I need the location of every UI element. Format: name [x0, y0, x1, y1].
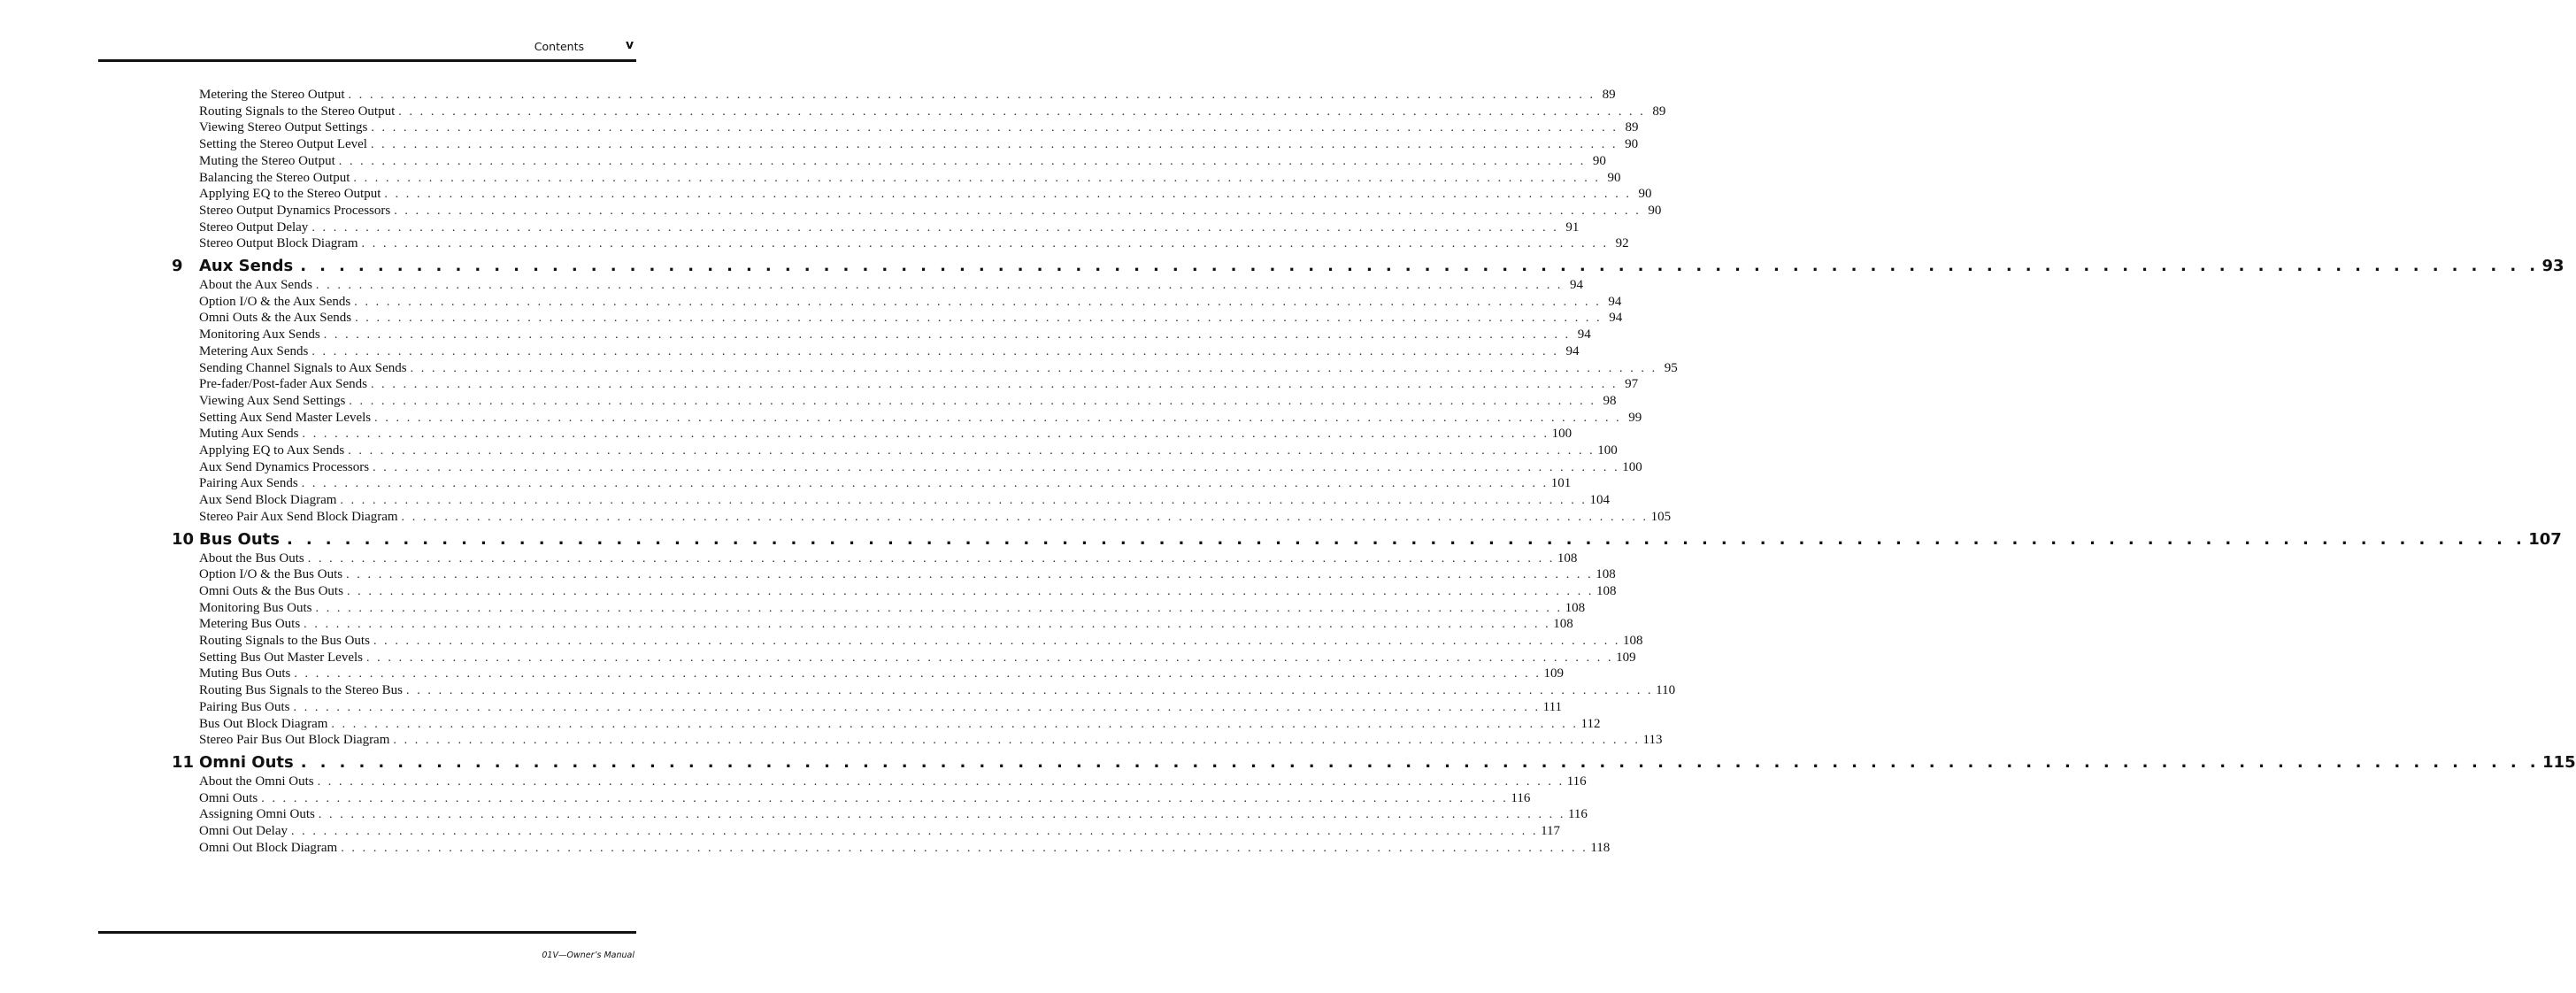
chapter-page: 93 — [2541, 257, 2564, 275]
dot-leader: . . . . . . . . . . . . . . . . . . . . . . . . . . . . . . . . . . . . . . . . . . . . . . . . . . . . . . . . . . . . . . . . . . . . . . . . . . . . . . . . . . . . . . . . . . . . . . . . . . . . . . . . . . . . . . . . . . . . — [304, 618, 1551, 632]
toc-entry-page: 108 — [1565, 600, 1586, 615]
toc-entry-title: Metering Bus Outs — [199, 617, 301, 632]
toc-entry-page: 108 — [1553, 617, 1573, 632]
dot-leader: . . . . . . . . . . . . . . . . . . . . . . . . . . . . . . . . . . . . . . . . . . . . . . . . . . . . . . . . . . . . . . . . . . . . . . . . . . . . . . . . . . . . . . . . . . . . . . . . . . . . . . . . . . . . . . . . . . . . — [294, 667, 1542, 681]
toc-entry-page: 89 — [1602, 88, 1616, 102]
toc-entry[interactable] — [199, 475, 1572, 492]
dot-leader: . . . . . . . . . . . . . . . . . . . . . . . . . . . . . . . . . . . . . . . . . . . . . . . . . . . . . . . . . . . . . . . . . . . . . . . . . . . . . . . . . . . . . . . . . . . . . . . . . . . . . . . . . . . . . . . . . . . . — [293, 700, 1541, 714]
page-numeral: v — [626, 38, 634, 52]
dot-leader: . . . . . . . . . . . . . . . . . . . . . . . . . . . . . . . . . . . . . . . . . . . . . . . . . . . . . . . . . . . . . . . . . . . . . . . . . . . . . . . . . . . . . . . . . . . . . . . . . . . . . . . . . . . . . . . . . . . . — [311, 344, 1559, 358]
toc-entry[interactable] — [199, 550, 1578, 567]
toc-entry[interactable] — [199, 682, 1676, 699]
toc-entry-title: Bus Out Block Diagram — [199, 716, 328, 731]
dot-leader: . . . . . . . . . . . . . . . . . . . . . . . . . . . . . . . . . . . . . . . . . . . . . . . . . . . . . . . . . . . . . . . . . . . . . . . . . . . . . . . . . . . . . . . . . . . . . . . . . . . . . . . . . . . . . . . . . . . . — [348, 89, 1596, 102]
toc-entry-title: Applying EQ to Aux Sends — [199, 443, 345, 458]
toc-entry-page: 89 — [1652, 104, 1666, 119]
toc-entry-title: Muting the Stereo Output — [199, 153, 335, 168]
toc-entry-page: 108 — [1557, 550, 1578, 566]
toc-entry-title: Omni Outs & the Bus Outs — [199, 583, 343, 598]
toc-entry-page: 90 — [1638, 187, 1652, 202]
toc-entry-title: Stereo Output Block Diagram — [199, 236, 358, 251]
chapter-heading[interactable] — [172, 529, 2562, 550]
header-rule — [98, 59, 636, 62]
toc-entry-page: 100 — [1597, 443, 1618, 458]
dot-leader: . . . . . . . . . . . . . . . . . . . . . . . . . . . . . . . . . . . . . . . . . . . . . . . . . . . . . . . . . . . . . . . . . . . . . . . . . . . . . . . . . . . . . . . . . . . . . . . . . . . . . . . . . . . . . . . . . . . . — [374, 411, 1622, 425]
dot-leader: . . . . . . . . . . . . . . . . . . . . . . . . . . . . . . . . . . . . . . . . . . . . . . . . . . . . . . . . . . . . . . . . . . . . . . . . . . . . . . . . . . . . . . . . . . . . . . . . . . . . . . . . . . . . . . . . . . . . — [261, 791, 1509, 805]
dot-leader: . . . . . . . . . . . . . . . . . . . . . . . . . . . . . . . . . . . . . . . . . . . . . . . . . . . . . . . . . . . . . . . . . . . . . . . . . . . . . . . . . . . . . . . . . . . . . . . . . . . . . . . . . . . . . . . . . . . . — [361, 237, 1609, 251]
toc-entry-title: Applying EQ to the Stereo Output — [199, 187, 381, 202]
toc-entry-page: 94 — [1565, 343, 1580, 358]
dot-leader: . . . . . . . . . . . . . . . . . . . . . . . . . . . . . . . . . . . . . . . . . . . . . . . . . . . . . . . . . . . . . . . . . . . . . . . . . . . . . . . . . . . . . . . . . . . . . . . . . . . . . . . . . . . . . . . . . . . . — [331, 717, 1579, 731]
toc-entry[interactable] — [199, 774, 1587, 790]
dot-leader: . . . . . . . . . . . . . . . . . . . . . . . . . . . . . . . . . . . . . . . . . . . . . . . . . . . . . . . . . . . . . . . . . . . . . . . . . . . . . . . . . . . . . . . . . . . . . . . . . . . . . . . . . . . . . . . . . . . . — [349, 394, 1596, 408]
chapter-number: 9 — [172, 257, 183, 275]
toc-entry-page: 89 — [1625, 120, 1639, 135]
toc-entry[interactable] — [199, 732, 1663, 749]
dot-leader: . . . . . . . . . . . . . . . . . . . . . . . . . . . . . . . . . . . . . . . . . . . . . . . . . . . . . . . . . . . . . . . . . . . . . . . . . . . . . . . . . . . . . . . . . . . . . . . . . . . . . . . . . . . . . . . . . . . . — [355, 312, 1603, 326]
toc-entry[interactable] — [199, 633, 1643, 650]
dot-leader: . . . . . . . . . . . . . . . . . . . . . . . . . . . . . . . . . . . . . . . . . . . . . . . . . . . . . . . . . . . . . . . . . . . . . . . . . . . . . . . . . . . . . . . . . . . . . . . . . . . . . . . . . . . . . . . . . . . . — [318, 808, 1565, 822]
toc-entry-title: Monitoring Aux Sends — [199, 327, 320, 343]
dot-leader: . . . . . . . . . . . . . . . . . . . . . . . . . . . . . . . . . . . . . . . . . . . . . . . . . . . . . . . . . . . . . . . . . . . . . . . . . . . . . . . . . . . . . . . . . . . . . . . . . . . . . . . . . . . . . . . . . . . . — [370, 138, 1619, 152]
dot-leader: . . . . . . . . . . . . . . . . . . . . . . . . . . . . . . . . . . . . . . . . . . . . . . . . . . . . . . . . . . . . . . . . . . . . . . . . . . . . . . . . . . . . . . . . . . . . . . . . . . . . . . . . . . . . . . . . . . . . — [371, 121, 1619, 135]
dot-leader: . . . . . . . . . . . . . . . . . . . . . . . . . . . . . . . . . . . . . . . . . . . . . . . . . . . . . . . . . . . . . . . . . . . . . . . . . . . . . . . . . . . . . . . . . . . . . . . . . . . . . . . . . . . . . . . . . . . . — [300, 752, 2541, 772]
toc-entry[interactable] — [199, 699, 1563, 716]
toc-entry-title: Stereo Pair Bus Out Block Diagram — [199, 733, 390, 748]
dot-leader: . . . . . . . . . . . . . . . . . . . . . . . . . . . . . . . . . . . . . . . . . . . . . . . . . . . . . . . . . . . . . . . . . . . . . . . . . . . . . . . . . . . . . . . . . . . . . . . . . . . . . . . . . . . . . . . . . . . . — [373, 635, 1621, 648]
chapter-title: Aux Sends — [199, 257, 294, 275]
toc-entry-page: 90 — [1625, 137, 1639, 152]
toc-entry[interactable] — [199, 277, 1584, 294]
dot-leader: . . . . . . . . . . . . . . . . . . . . . . . . . . . . . . . . . . . . . . . . . . . . . . . . . . . . . . . . . . . . . . . . . . . . . . . . . . . . . . . . . . . . . . . . . . . . . . . . . . . . . . . . . . . . . . . . . . . . — [286, 529, 2526, 549]
dot-leader: . . . . . . . . . . . . . . . . . . . . . . . . . . . . . . . . . . . . . . . . . . . . . . . . . . . . . . . . . . . . . . . . . . . . . . . . . . . . . . . . . . . . . . . . . . . . . . . . . . . . . . . . . . . . . . . . . . . . — [317, 774, 1565, 789]
toc-entry[interactable] — [199, 616, 1573, 633]
toc-entry-page: 94 — [1577, 327, 1591, 343]
toc-entry[interactable] — [199, 443, 1618, 459]
toc-entry[interactable] — [199, 650, 1636, 666]
toc-entry[interactable] — [199, 459, 1642, 476]
toc-entry-title: Pairing Aux Sends — [199, 476, 298, 491]
toc-entry[interactable] — [199, 806, 1588, 823]
toc-entry-title: Omni Out Delay — [199, 824, 288, 838]
chapter-page: 107 — [2528, 529, 2562, 549]
toc-entry-page: 117 — [1541, 824, 1561, 838]
toc-entry-page: 91 — [1565, 219, 1580, 235]
toc-entry[interactable] — [199, 426, 1573, 443]
dot-leader: . . . . . . . . . . . . . . . . . . . . . . . . . . . . . . . . . . . . . . . . . . . . . . . . . . . . . . . . . . . . . . . . . . . . . . . . . . . . . . . . . . . . . . . . . . . . . . . . . . . . . . . . . . . . . . . . . . . . — [307, 551, 1555, 566]
toc-entry-page: 94 — [1609, 311, 1623, 326]
dot-leader: . . . . . . . . . . . . . . . . . . . . . . . . . . . . . . . . . . . . . . . . . . . . . . . . . . . . . . . . . . . . . . . . . . . . . . . . . . . . . . . . . . . . . . . . . . . . . . . . . . . . . . . . . . . . . . . . . . . . — [394, 204, 1642, 218]
toc-entry-title: Pairing Bus Outs — [199, 699, 290, 714]
dot-leader: . . . . . . . . . . . . . . . . . . . . . . . . . . . . . . . . . . . . . . . . . . . . . . . . . . . . . . . . . . . . . . . . . . . . . . . . . . . . . . . . . . . . . . . . . . . . . . . . . . . . . . . . . . . . . . . . . . . . — [323, 328, 1571, 343]
dot-leader: . . . . . . . . . . . . . . . . . . . . . . . . . . . . . . . . . . . . . . . . . . . . . . . . . . . . . . . . . . . . . . . . . . . . . . . . . . . . . . . . . . . . . . . . . . . . . . . . . . . . . . . . . . . . . . . . . . . . — [338, 154, 1586, 168]
dot-leader: . . . . . . . . . . . . . . . . . . . . . . . . . . . . . . . . . . . . . . . . . . . . . . . . . . . . . . . . . . . . . . . . . . . . . . . . . . . . . . . . . . . . . . . . . . . . . . . . . . . . . . . . . . . . . . . . . . . . — [300, 257, 2540, 275]
toc-entry-title: Stereo Pair Aux Send Block Diagram — [199, 509, 398, 524]
dot-leader: . . . . . . . . . . . . . . . . . . . . . . . . . . . . . . . . . . . . . . . . . . . . . . . . . . . . . . . . . . . . . . . . . . . . . . . . . . . . . . . . . . . . . . . . . . . . . . . . . . . . . . . . . . . . . . . . . . . . — [315, 279, 1564, 292]
toc-entry[interactable] — [199, 583, 1617, 600]
dot-leader: . . . . . . . . . . . . . . . . . . . . . . . . . . . . . . . . . . . . . . . . . . . . . . . . . . . . . . . . . . . . . . . . . . . . . . . . . . . . . . . . . . . . . . . . . . . . . . . . . . . . . . . . . . . . . . . . . . . . — [384, 188, 1632, 202]
toc-entry[interactable] — [199, 600, 1586, 617]
toc-entry-title: Option I/O & the Aux Sends — [199, 294, 351, 309]
toc-entry-page: 105 — [1650, 509, 1672, 524]
dot-leader: . . . . . . . . . . . . . . . . . . . . . . . . . . . . . . . . . . . . . . . . . . . . . . . . . . . . . . . . . . . . . . . . . . . . . . . . . . . . . . . . . . . . . . . . . . . . . . . . . . . . . . . . . . . . . . . . . . . . — [340, 494, 1588, 508]
dot-leader: . . . . . . . . . . . . . . . . . . . . . . . . . . . . . . . . . . . . . . . . . . . . . . . . . . . . . . . . . . . . . . . . . . . . . . . . . . . . . . . . . . . . . . . . . . . . . . . . . . . . . . . . . . . . . . . . . . . . — [354, 295, 1602, 309]
toc-entry-page: 109 — [1616, 650, 1636, 665]
toc-entry[interactable] — [199, 153, 1606, 170]
toc-entry[interactable] — [199, 235, 1629, 252]
toc-entry-title: Stereo Output Dynamics Processors — [199, 203, 391, 218]
toc-entry-page: 108 — [1623, 634, 1643, 648]
dot-leader: . . . . . . . . . . . . . . . . . . . . . . . . . . . . . . . . . . . . . . . . . . . . . . . . . . . . . . . . . . . . . . . . . . . . . . . . . . . . . . . . . . . . . . . . . . . . . . . . . . . . . . . . . . . . . . . . . . . . — [301, 477, 1549, 491]
toc-entry[interactable] — [199, 294, 1622, 311]
chapter-heading[interactable] — [172, 256, 2564, 277]
toc-entry[interactable] — [199, 566, 1616, 583]
toc-entry-title: Muting Bus Outs — [199, 666, 291, 681]
toc-entry-page: 100 — [1622, 459, 1642, 474]
toc-entry-title: Routing Signals to the Stereo Output — [199, 104, 396, 119]
toc-entry[interactable] — [199, 119, 1639, 136]
toc-entry-page: 90 — [1592, 153, 1606, 168]
dot-leader: . . . . . . . . . . . . . . . . . . . . . . . . . . . . . . . . . . . . . . . . . . . . . . . . . . . . . . . . . . . . . . . . . . . . . . . . . . . . . . . . . . . . . . . . . . . . . . . . . . . . . . . . . . . . . . . . . . . . — [410, 361, 1657, 375]
dot-leader: . . . . . . . . . . . . . . . . . . . . . . . . . . . . . . . . . . . . . . . . . . . . . . . . . . . . . . . . . . . . . . . . . . . . . . . . . . . . . . . . . . . . . . . . . . . . . . . . . . . . . . . . . . . . . . . . . . . . — [346, 568, 1594, 582]
dot-leader: . . . . . . . . . . . . . . . . . . . . . . . . . . . . . . . . . . . . . . . . . . . . . . . . . . . . . . . . . . . . . . . . . . . . . . . . . . . . . . . . . . . . . . . . . . . . . . . . . . . . . . . . . . . . . . . . . . . . — [353, 171, 1601, 185]
toc-entry-title: Omni Outs & the Aux Sends — [199, 311, 352, 326]
toc-entry-title: Metering Aux Sends — [199, 343, 309, 358]
toc-entry-title: Muting Aux Sends — [199, 427, 299, 442]
toc-entry[interactable] — [199, 376, 1639, 393]
toc-entry-title: Monitoring Bus Outs — [199, 600, 312, 615]
toc-entry-page: 116 — [1567, 807, 1588, 822]
toc-entry-title: Omni Outs — [199, 790, 258, 805]
toc-entry[interactable] — [199, 410, 1642, 427]
dot-leader: . . . . . . . . . . . . . . . . . . . . . . . . . . . . . . . . . . . . . . . . . . . . . . . . . . . . . . . . . . . . . . . . . . . . . . . . . . . . . . . . . . . . . . . . . . . . . . . . . . . . . . . . . . . . . . . . . . . . — [302, 427, 1549, 442]
toc-entry[interactable] — [199, 104, 1666, 120]
chapter-heading[interactable] — [172, 752, 2576, 774]
toc-entry-page: 118 — [1590, 840, 1611, 855]
footer-rule — [98, 931, 636, 934]
toc-entry[interactable] — [199, 219, 1580, 236]
toc-entry-page: 94 — [1570, 278, 1584, 292]
toc-entry[interactable] — [199, 87, 1616, 104]
dot-leader: . . . . . . . . . . . . . . . . . . . . . . . . . . . . . . . . . . . . . . . . . . . . . . . . . . . . . . . . . . . . . . . . . . . . . . . . . . . . . . . . . . . . . . . . . . . . . . . . . . . . . . . . . . . . . . . . . . . . — [341, 841, 1588, 855]
toc-entry-title: Pre-fader/Post-fader Aux Sends — [199, 377, 367, 392]
toc-entry[interactable] — [199, 666, 1564, 682]
toc-entry-title: Setting the Stereo Output Level — [199, 137, 367, 152]
toc-entry-title: Setting Bus Out Master Levels — [199, 650, 363, 665]
dot-leader: . . . . . . . . . . . . . . . . . . . . . . . . . . . . . . . . . . . . . . . . . . . . . . . . . . . . . . . . . . . . . . . . . . . . . . . . . . . . . . . . . . . . . . . . . . . . . . . . . . . . . . . . . . . . . . . . . . . . — [348, 444, 1596, 458]
toc-entry[interactable] — [199, 823, 1561, 840]
toc-entry-title: Aux Send Dynamics Processors — [199, 459, 370, 474]
toc-entry-page: 95 — [1664, 360, 1678, 375]
toc-entry-title: Routing Signals to the Bus Outs — [199, 634, 370, 648]
manual-footer: 01V—Owner’s Manual — [542, 951, 634, 960]
toc-entry-page: 90 — [1607, 170, 1621, 185]
toc-entry[interactable] — [199, 509, 1672, 526]
toc-entry-title: Aux Send Block Diagram — [199, 493, 337, 508]
dot-leader: . . . . . . . . . . . . . . . . . . . . . . . . . . . . . . . . . . . . . . . . . . . . . . . . . . . . . . . . . . . . . . . . . . . . . . . . . . . . . . . . . . . . . . . . . . . . . . . . . . . . . . . . . . . . . . . . . . . . — [393, 734, 1641, 748]
toc-entry-title: About the Bus Outs — [199, 550, 304, 566]
toc-entry-title: Assigning Omni Outs — [199, 807, 315, 822]
dot-leader: . . . . . . . . . . . . . . . . . . . . . . . . . . . . . . . . . . . . . . . . . . . . . . . . . . . . . . . . . . . . . . . . . . . . . . . . . . . . . . . . . . . . . . . . . . . . . . . . . . . . . . . . . . . . . . . . . . . . — [406, 684, 1654, 698]
toc-entry[interactable] — [199, 360, 1678, 377]
toc-entry-page: 98 — [1603, 393, 1617, 408]
chapter-title: Bus Outs — [199, 529, 280, 549]
toc-entry[interactable] — [199, 393, 1617, 410]
toc-entry[interactable] — [199, 492, 1610, 509]
dot-leader: . . . . . . . . . . . . . . . . . . . . . . . . . . . . . . . . . . . . . . . . . . . . . . . . . . . . . . . . . . . . . . . . . . . . . . . . . . . . . . . . . . . . . . . . . . . . . . . . . . . . . . . . . . . . . . . . . . . . — [370, 378, 1619, 392]
chapter-page: 115 — [2542, 752, 2576, 772]
toc-entry[interactable] — [199, 327, 1591, 343]
toc-entry-page: 113 — [1642, 733, 1663, 748]
dot-leader: . . . . . . . . . . . . . . . . . . . . . . . . . . . . . . . . . . . . . . . . . . . . . . . . . . . . . . . . . . . . . . . . . . . . . . . . . . . . . . . . . . . . . . . . . . . . . . . . . . . . . . . . . . . . . . . . . . . . — [398, 104, 1646, 119]
chapter-number: 10 — [172, 529, 195, 549]
running-header-label: Contents — [534, 40, 584, 53]
toc-entry-page: 92 — [1615, 236, 1629, 251]
toc-entry-title: Stereo Output Delay — [199, 219, 309, 235]
toc-entry-page: 116 — [1511, 790, 1531, 805]
toc-entry[interactable] — [199, 790, 1531, 807]
dot-leader: . . . . . . . . . . . . . . . . . . . . . . . . . . . . . . . . . . . . . . . . . . . . . . . . . . . . . . . . . . . . . . . . . . . . . . . . . . . . . . . . . . . . . . . . . . . . . . . . . . . . . . . . . . . . . . . . . . . . — [401, 510, 1649, 524]
toc-entry[interactable] — [199, 310, 1623, 327]
toc-entry[interactable] — [199, 716, 1601, 733]
chapter-number: 11 — [172, 752, 195, 772]
toc-entry[interactable] — [199, 186, 1652, 203]
toc-entry-title: Routing Bus Signals to the Stereo Bus — [199, 683, 404, 698]
toc-entry-title: Option I/O & the Bus Outs — [199, 567, 343, 582]
dot-leader: . . . . . . . . . . . . . . . . . . . . . . . . . . . . . . . . . . . . . . . . . . . . . . . . . . . . . . . . . . . . . . . . . . . . . . . . . . . . . . . . . . . . . . . . . . . . . . . . . . . . . . . . . . . . . . . . . . . . — [346, 584, 1595, 598]
toc-entry-page: 110 — [1656, 683, 1676, 698]
toc-entry[interactable] — [199, 840, 1611, 857]
dot-leader: . . . . . . . . . . . . . . . . . . . . . . . . . . . . . . . . . . . . . . . . . . . . . . . . . . . . . . . . . . . . . . . . . . . . . . . . . . . . . . . . . . . . . . . . . . . . . . . . . . . . . . . . . . . . . . . . . . . . — [290, 825, 1539, 838]
toc-entry-title: About the Aux Sends — [199, 278, 312, 292]
toc-entry-page: 99 — [1628, 410, 1642, 425]
toc-entry-page: 112 — [1580, 716, 1601, 731]
chapter-title: Omni Outs — [199, 752, 294, 772]
toc-entry-page: 97 — [1625, 377, 1639, 392]
toc-entry[interactable] — [199, 170, 1621, 187]
toc-entry-title: Balancing the Stereo Output — [199, 170, 350, 185]
toc-entry-page: 101 — [1550, 476, 1572, 491]
toc-entry-page: 108 — [1596, 567, 1616, 582]
toc-entry[interactable] — [199, 343, 1580, 360]
toc-entry-title: Metering the Stereo Output — [199, 88, 345, 102]
toc-entry-title: Viewing Stereo Output Settings — [199, 120, 368, 135]
toc-entry-page: 109 — [1543, 666, 1564, 681]
toc-entry-page: 116 — [1566, 774, 1587, 789]
toc-entry-page: 111 — [1542, 699, 1563, 714]
dot-leader: . . . . . . . . . . . . . . . . . . . . . . . . . . . . . . . . . . . . . . . . . . . . . . . . . . . . . . . . . . . . . . . . . . . . . . . . . . . . . . . . . . . . . . . . . . . . . . . . . . . . . . . . . . . . . . . . . . . . — [311, 220, 1559, 235]
toc-entry-page: 94 — [1608, 294, 1622, 309]
toc-entry-title: Setting Aux Send Master Levels — [199, 410, 372, 425]
dot-leader: . . . . . . . . . . . . . . . . . . . . . . . . . . . . . . . . . . . . . . . . . . . . . . . . . . . . . . . . . . . . . . . . . . . . . . . . . . . . . . . . . . . . . . . . . . . . . . . . . . . . . . . . . . . . . . . . . . . . — [373, 460, 1620, 474]
dot-leader: . . . . . . . . . . . . . . . . . . . . . . . . . . . . . . . . . . . . . . . . . . . . . . . . . . . . . . . . . . . . . . . . . . . . . . . . . . . . . . . . . . . . . . . . . . . . . . . . . . . . . . . . . . . . . . . . . . . . — [315, 601, 1563, 615]
dot-leader: . . . . . . . . . . . . . . . . . . . . . . . . . . . . . . . . . . . . . . . . . . . . . . . . . . . . . . . . . . . . . . . . . . . . . . . . . . . . . . . . . . . . . . . . . . . . . . . . . . . . . . . . . . . . . . . . . . . . — [365, 650, 1614, 665]
toc-entry-title: Viewing Aux Send Settings — [199, 393, 346, 408]
toc-entry[interactable] — [199, 136, 1639, 153]
toc-entry-page: 108 — [1596, 583, 1617, 598]
toc-entry-title: About the Omni Outs — [199, 774, 314, 789]
toc-entry[interactable] — [199, 203, 1662, 219]
toc-entry-title: Omni Out Block Diagram — [199, 840, 338, 855]
toc-entry-page: 100 — [1551, 427, 1573, 442]
toc-entry-title: Sending Channel Signals to Aux Sends — [199, 360, 407, 375]
toc-entry-page: 90 — [1648, 203, 1662, 218]
toc-entry-page: 104 — [1589, 493, 1610, 508]
